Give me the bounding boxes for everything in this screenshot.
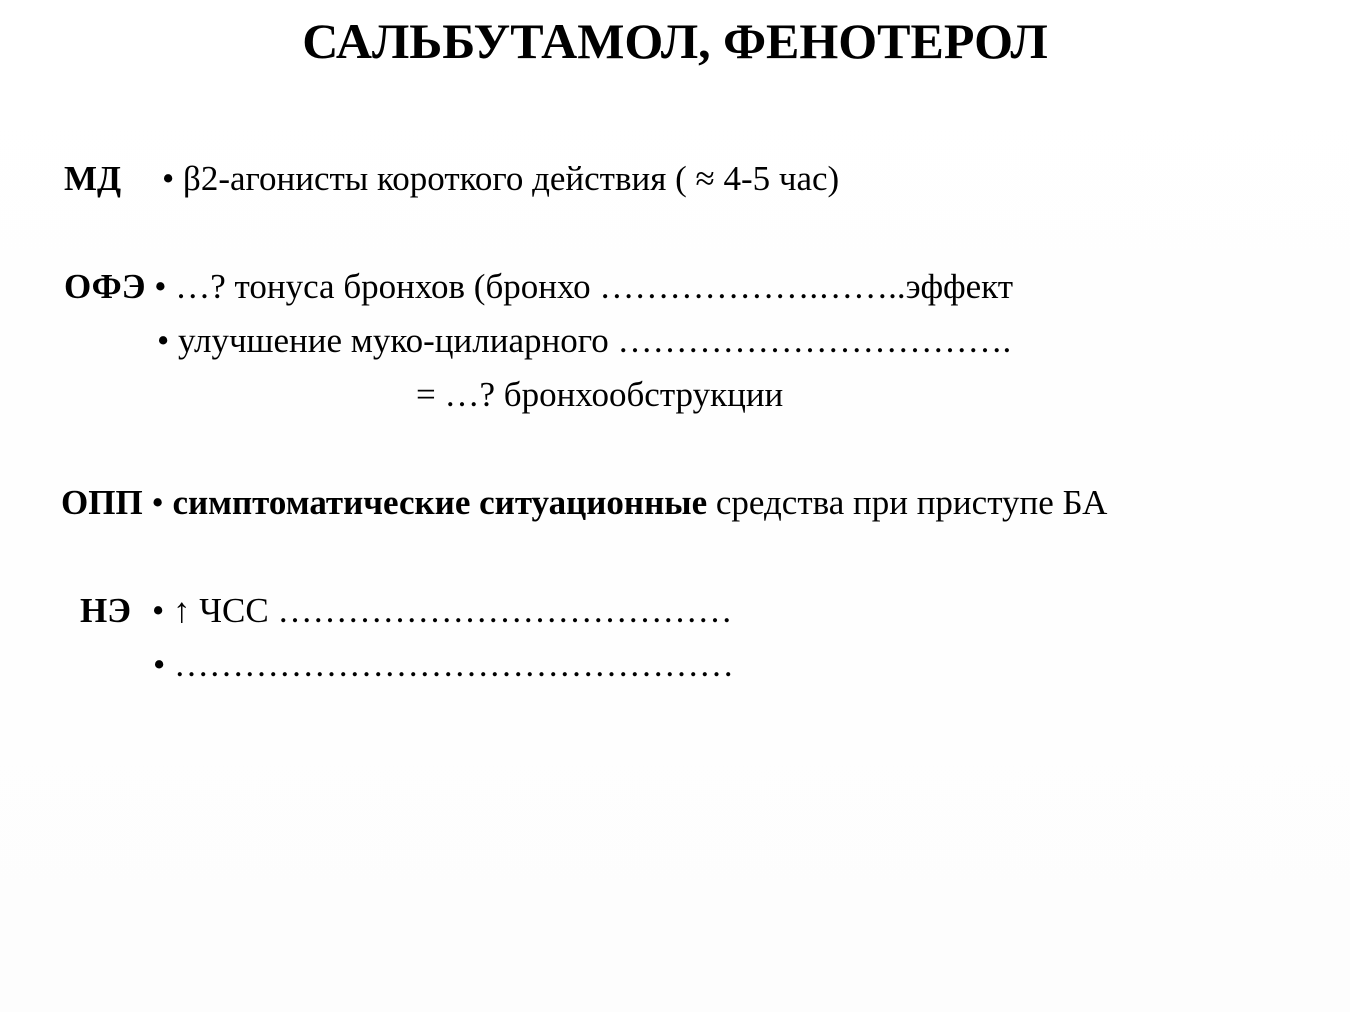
ofe-line-3 [416,374,783,416]
ofe-label: ОФЭ [64,267,146,306]
ofe-text-1: …? тонуса бронхов (бронхо ……………….……..эффект [175,267,1013,306]
ne-line-2 [153,644,734,686]
opp-bold-text: симптоматические ситуационные [172,483,708,522]
ofe-text-2: улучшение муко-цилиарного ……………………………. [178,321,1012,360]
ofe-bullet-1: • [154,267,167,306]
ne-text-1: ↑ ЧСС ………………………………… [173,591,733,630]
md-bullet: • [162,159,175,198]
ofe-line-2 [157,320,1011,362]
md-line [64,158,839,200]
ofe-line-1 [64,266,1013,308]
ne-line-1 [80,590,732,632]
opp-line [61,482,1107,524]
opp-text: средства при приступе БА [715,483,1108,522]
ne-bullet-2: • [153,645,166,684]
md-text: β2-агонисты короткого действия ( ≈ 4-5 час) [183,159,840,198]
ne-label: НЭ [80,591,131,630]
ofe-text-3: = …? бронхообструкции [416,375,784,414]
ne-bullet-1: • [152,591,165,630]
ofe-bullet-2: • [157,321,170,360]
slide-title: САЛЬБУТАМОЛ, ФЕНОТЕРОЛ [302,13,1048,69]
opp-label: ОПП [61,483,143,522]
opp-bullet: • [151,483,164,522]
ne-text-2: ………………………………………… [174,645,735,684]
md-label: МД [64,159,122,198]
